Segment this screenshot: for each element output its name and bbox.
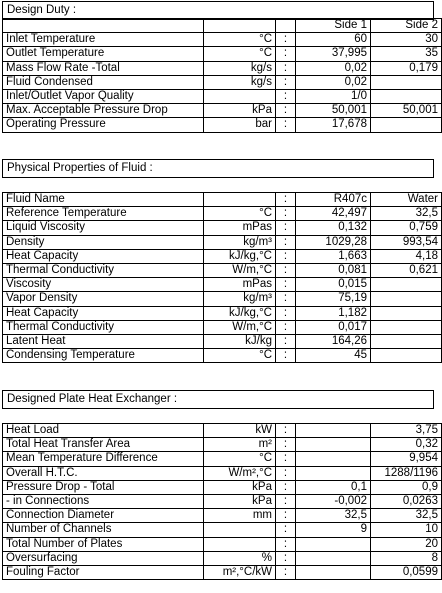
row-side2-value: 0,179 [371,61,442,75]
row-unit: W/m,°C [204,320,276,334]
row-side2-value: 9,954 [371,452,442,466]
row-unit: W/m,°C [204,263,276,277]
row-unit: mm [204,509,276,523]
table-row [3,249,442,263]
row-separator: : [276,424,296,438]
row-separator: : [276,480,296,494]
row-separator: : [276,61,296,75]
row-separator: : [276,334,296,348]
physical-properties-table [2,192,442,363]
row-side2-value: 0,32 [371,438,442,452]
row-side2-value: 0,621 [371,263,442,277]
table-row [3,235,442,249]
table-row [3,61,442,75]
row-unit: °C [204,207,276,221]
row-label: Viscosity [3,278,204,292]
row-separator: : [276,118,296,132]
row-label: Latent Heat [3,334,204,348]
row-side1-value: 37,995 [296,47,371,61]
row-label: Max. Acceptable Pressure Drop [3,104,204,118]
table-row [3,221,442,235]
table-row [3,33,442,47]
row-side1-value: 0,02 [296,75,371,89]
row-unit: °C [204,349,276,363]
row-side1-value [296,466,371,480]
row-side2-value: 0,0263 [371,494,442,508]
row-unit [204,537,276,551]
row-label: Liquid Viscosity [3,221,204,235]
row-side1-value: 32,5 [296,509,371,523]
row-side1-value: -0,002 [296,494,371,508]
row-label: - in Connections [3,494,204,508]
row-label: Heat Capacity [3,306,204,320]
row-side1-value: 0,1 [296,480,371,494]
row-label: Vapor Density [3,292,204,306]
row-unit: kW [204,424,276,438]
row-separator: : [276,104,296,118]
row-side2-value: 50,001 [371,104,442,118]
row-side1-value: 60 [296,33,371,47]
row-unit: % [204,551,276,565]
row-side2-value [371,334,442,348]
row-label: Mass Flow Rate -Total [3,61,204,75]
row-unit: kJ/kg,°C [204,306,276,320]
table-row [3,424,442,438]
row-label: Heat Load [3,424,204,438]
row-separator: : [276,235,296,249]
row-side2-value: 10 [371,523,442,537]
row-side1-value [296,424,371,438]
row-separator: : [276,89,296,103]
row-side1-value: 75,19 [296,292,371,306]
row-separator: : [276,509,296,523]
table-row [3,523,442,537]
physical-properties-title-box [2,159,434,178]
row-side1-value: 0,017 [296,320,371,334]
row-separator: : [276,438,296,452]
row-label: Fluid Name [3,193,204,207]
row-side1-value [296,452,371,466]
row-side1-value: R407c [296,193,371,207]
row-label: Fluid Condensed [3,75,204,89]
row-side1-value [296,551,371,565]
row-separator: : [276,249,296,263]
row-separator: : [276,292,296,306]
row-side1-value [296,537,371,551]
row-side2-value: 0,0599 [371,565,442,579]
row-side2-value [371,306,442,320]
row-label: Overall H.T.C. [3,466,204,480]
row-separator: : [276,551,296,565]
row-unit: kg/m³ [204,235,276,249]
row-side1-value: 1,182 [296,306,371,320]
row-unit [204,193,276,207]
side2-header: Side 2 [371,19,442,33]
row-side2-value: 3,75 [371,424,442,438]
row-unit [204,89,276,103]
table-row [3,466,442,480]
table-row [3,306,442,320]
table-row [3,509,442,523]
row-separator: : [276,452,296,466]
row-side2-value [371,75,442,89]
table-row [3,89,442,103]
table-row [3,193,442,207]
row-side1-value: 164,26 [296,334,371,348]
table-row [3,565,442,579]
row-unit: mPas [204,221,276,235]
row-side2-value: 32,5 [371,207,442,221]
row-separator: : [276,221,296,235]
row-separator: : [276,75,296,89]
table-row [3,263,442,277]
row-unit: kPa [204,480,276,494]
row-label: Fouling Factor [3,565,204,579]
row-separator: : [276,320,296,334]
row-side1-value: 0,081 [296,263,371,277]
row-side2-value: 30 [371,33,442,47]
row-side1-value: 45 [296,349,371,363]
row-unit: °C [204,47,276,61]
row-separator: : [276,523,296,537]
row-side1-value: 0,015 [296,278,371,292]
row-label: Inlet/Outlet Vapor Quality [3,89,204,103]
row-unit: kJ/kg [204,334,276,348]
row-unit: kg/s [204,75,276,89]
plate-hx-table [2,423,442,580]
row-label: Thermal Conductivity [3,263,204,277]
table-row [3,118,442,132]
row-separator: : [276,207,296,221]
table-row [3,494,442,508]
row-separator: : [276,494,296,508]
row-side2-value: 0,759 [371,221,442,235]
row-side2-value: 20 [371,537,442,551]
table-row [3,104,442,118]
table-row [3,480,442,494]
row-label: Condensing Temperature [3,349,204,363]
row-separator: : [276,349,296,363]
table-row [3,349,442,363]
row-separator: : [276,565,296,579]
row-label: Total Number of Plates [3,537,204,551]
row-side2-value: 4,18 [371,249,442,263]
row-side1-value: 0,132 [296,221,371,235]
row-label: Thermal Conductivity [3,320,204,334]
row-unit: kJ/kg,°C [204,249,276,263]
row-unit [204,523,276,537]
row-side2-value: Water [371,193,442,207]
row-label: Reference Temperature [3,207,204,221]
row-side1-value: 50,001 [296,104,371,118]
row-unit: m² [204,438,276,452]
row-separator: : [276,466,296,480]
row-label: Heat Capacity [3,249,204,263]
row-side1-value: 17,678 [296,118,371,132]
row-separator: : [276,263,296,277]
row-separator: : [276,306,296,320]
table-row [3,47,442,61]
row-side2-value [371,292,442,306]
row-side2-value [371,118,442,132]
design-duty-title: Design Duty : [7,4,77,16]
row-side2-value: 8 [371,551,442,565]
row-label: Oversurfacing [3,551,204,565]
row-label: Number of Channels [3,523,204,537]
row-separator: : [276,193,296,207]
row-side1-value: 1029,28 [296,235,371,249]
row-separator: : [276,278,296,292]
table-row [3,452,442,466]
row-unit: °C [204,33,276,47]
table-row [3,278,442,292]
table-row [3,207,442,221]
row-side2-value [371,349,442,363]
row-unit: W/m²,°C [204,466,276,480]
row-unit: °C [204,452,276,466]
row-unit: m²,°C/kW [204,565,276,579]
row-side2-value [371,278,442,292]
row-label: Total Heat Transfer Area [3,438,204,452]
row-label: Connection Diameter [3,509,204,523]
row-separator: : [276,33,296,47]
table-row [3,334,442,348]
physical-properties-title: Physical Properties of Fluid : [7,162,153,174]
table-row [3,320,442,334]
row-label: Pressure Drop - Total [3,480,204,494]
design-duty-table [2,18,442,133]
plate-hx-title-box [2,390,434,409]
row-label: Density [3,235,204,249]
row-side2-value: 0,9 [371,480,442,494]
design-duty-header-row [3,19,442,33]
table-row [3,551,442,565]
table-row [3,75,442,89]
row-unit: bar [204,118,276,132]
row-side2-value: 1288/1196 [371,466,442,480]
row-label: Outlet Temperature [3,47,204,61]
row-side1-value: 1/0 [296,89,371,103]
row-side2-value: 35 [371,47,442,61]
row-side1-value: 1,663 [296,249,371,263]
row-side1-value: 42,497 [296,207,371,221]
row-unit: kPa [204,104,276,118]
row-unit: kPa [204,494,276,508]
table-row [3,438,442,452]
plate-hx-title: Designed Plate Heat Exchanger : [7,393,178,405]
row-separator: : [276,537,296,551]
row-side1-value: 0,02 [296,61,371,75]
side1-header: Side 1 [296,19,371,33]
row-label: Mean Temperature Difference [3,452,204,466]
row-side2-value: 32,5 [371,509,442,523]
row-side2-value: 993,54 [371,235,442,249]
row-separator: : [276,47,296,61]
row-unit: mPas [204,278,276,292]
row-unit: kg/s [204,61,276,75]
row-side2-value [371,89,442,103]
row-label: Inlet Temperature [3,33,204,47]
row-side2-value [371,320,442,334]
row-side1-value: 9 [296,523,371,537]
table-row [3,292,442,306]
row-label: Operating Pressure [3,118,204,132]
row-side1-value [296,565,371,579]
table-row [3,537,442,551]
row-unit: kg/m³ [204,292,276,306]
row-side1-value [296,438,371,452]
